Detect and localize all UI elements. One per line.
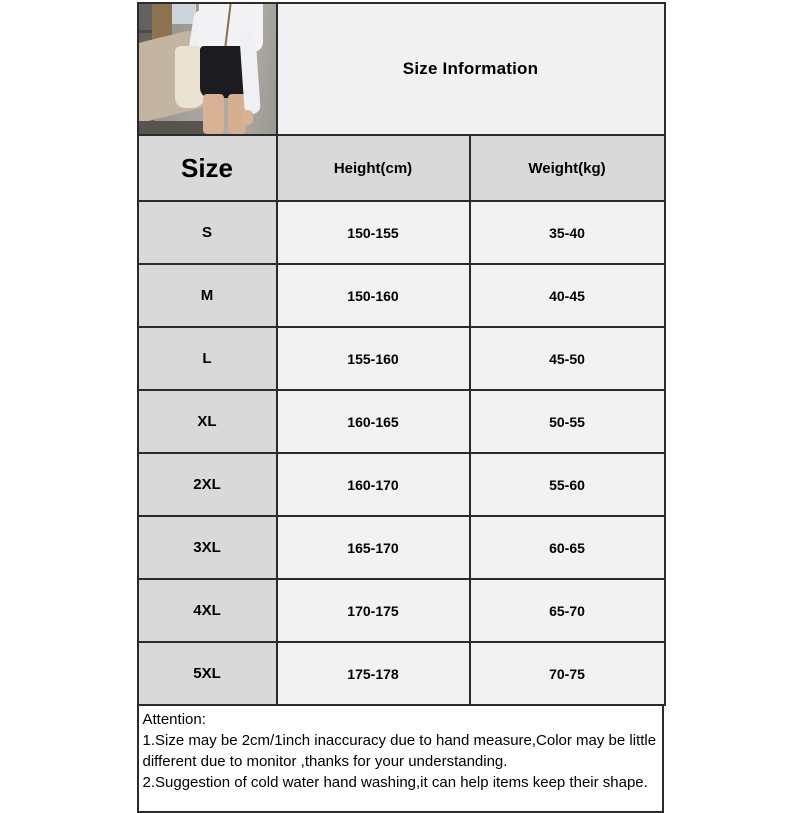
weight-cell: 40-45 xyxy=(470,264,665,327)
table-row xyxy=(138,516,665,579)
weight-cell: 60-65 xyxy=(470,516,665,579)
weight-cell: 50-55 xyxy=(470,390,665,453)
photo-ground xyxy=(139,121,209,134)
weight-cell: 65-70 xyxy=(470,579,665,642)
attention-item: 1.Size may be 2cm/1inch inaccuracy due to hand measure,Color may be little different due to monitor ,thanks for your understanding. xyxy=(142,732,657,770)
attention-heading: Attention: xyxy=(142,711,206,728)
weight-cell: 45-50 xyxy=(470,327,665,390)
height-cell: 170-175 xyxy=(277,579,470,642)
height-cell: 160-170 xyxy=(277,453,470,516)
table-row xyxy=(138,642,665,705)
size-cell: L xyxy=(138,327,277,390)
height-cell: 175-178 xyxy=(277,642,470,705)
height-cell: 150-155 xyxy=(277,201,470,264)
table-row xyxy=(138,327,665,390)
height-cell: 160-165 xyxy=(277,390,470,453)
size-cell: XL xyxy=(138,390,277,453)
header-banner-row xyxy=(138,3,665,135)
product-photo xyxy=(138,3,277,135)
height-cell: 165-170 xyxy=(277,516,470,579)
size-cell: S xyxy=(138,201,277,264)
height-cell: 155-160 xyxy=(277,327,470,390)
size-information-table xyxy=(137,2,666,706)
size-cell: 2XL xyxy=(138,453,277,516)
attention-item: 2.Suggestion of cold water hand washing,it can help items keep their shape. xyxy=(142,774,648,791)
table-row xyxy=(138,579,665,642)
product-photo-scene xyxy=(139,4,276,134)
height-cell: 150-160 xyxy=(277,264,470,327)
table-row xyxy=(138,201,665,264)
table-row xyxy=(138,453,665,516)
photo-left-leg xyxy=(203,94,224,134)
weight-cell: 55-60 xyxy=(470,453,665,516)
column-header-height: Height(cm) xyxy=(277,135,470,201)
page-title: Size Information xyxy=(402,59,539,78)
column-header-weight: Weight(kg) xyxy=(470,135,665,201)
table-header-row xyxy=(138,135,665,201)
table-row xyxy=(138,390,665,453)
size-cell: M xyxy=(138,264,277,327)
size-cell: 4XL xyxy=(138,579,277,642)
weight-cell: 35-40 xyxy=(470,201,665,264)
size-cell: 5XL xyxy=(138,642,277,705)
size-chart-sheet xyxy=(137,2,664,813)
size-cell: 3XL xyxy=(138,516,277,579)
weight-cell: 70-75 xyxy=(470,642,665,705)
photo-right-hand xyxy=(242,110,253,125)
attention-note xyxy=(137,704,664,813)
column-header-size: Size xyxy=(138,135,277,201)
table-row xyxy=(138,264,665,327)
title-cell xyxy=(277,3,665,135)
